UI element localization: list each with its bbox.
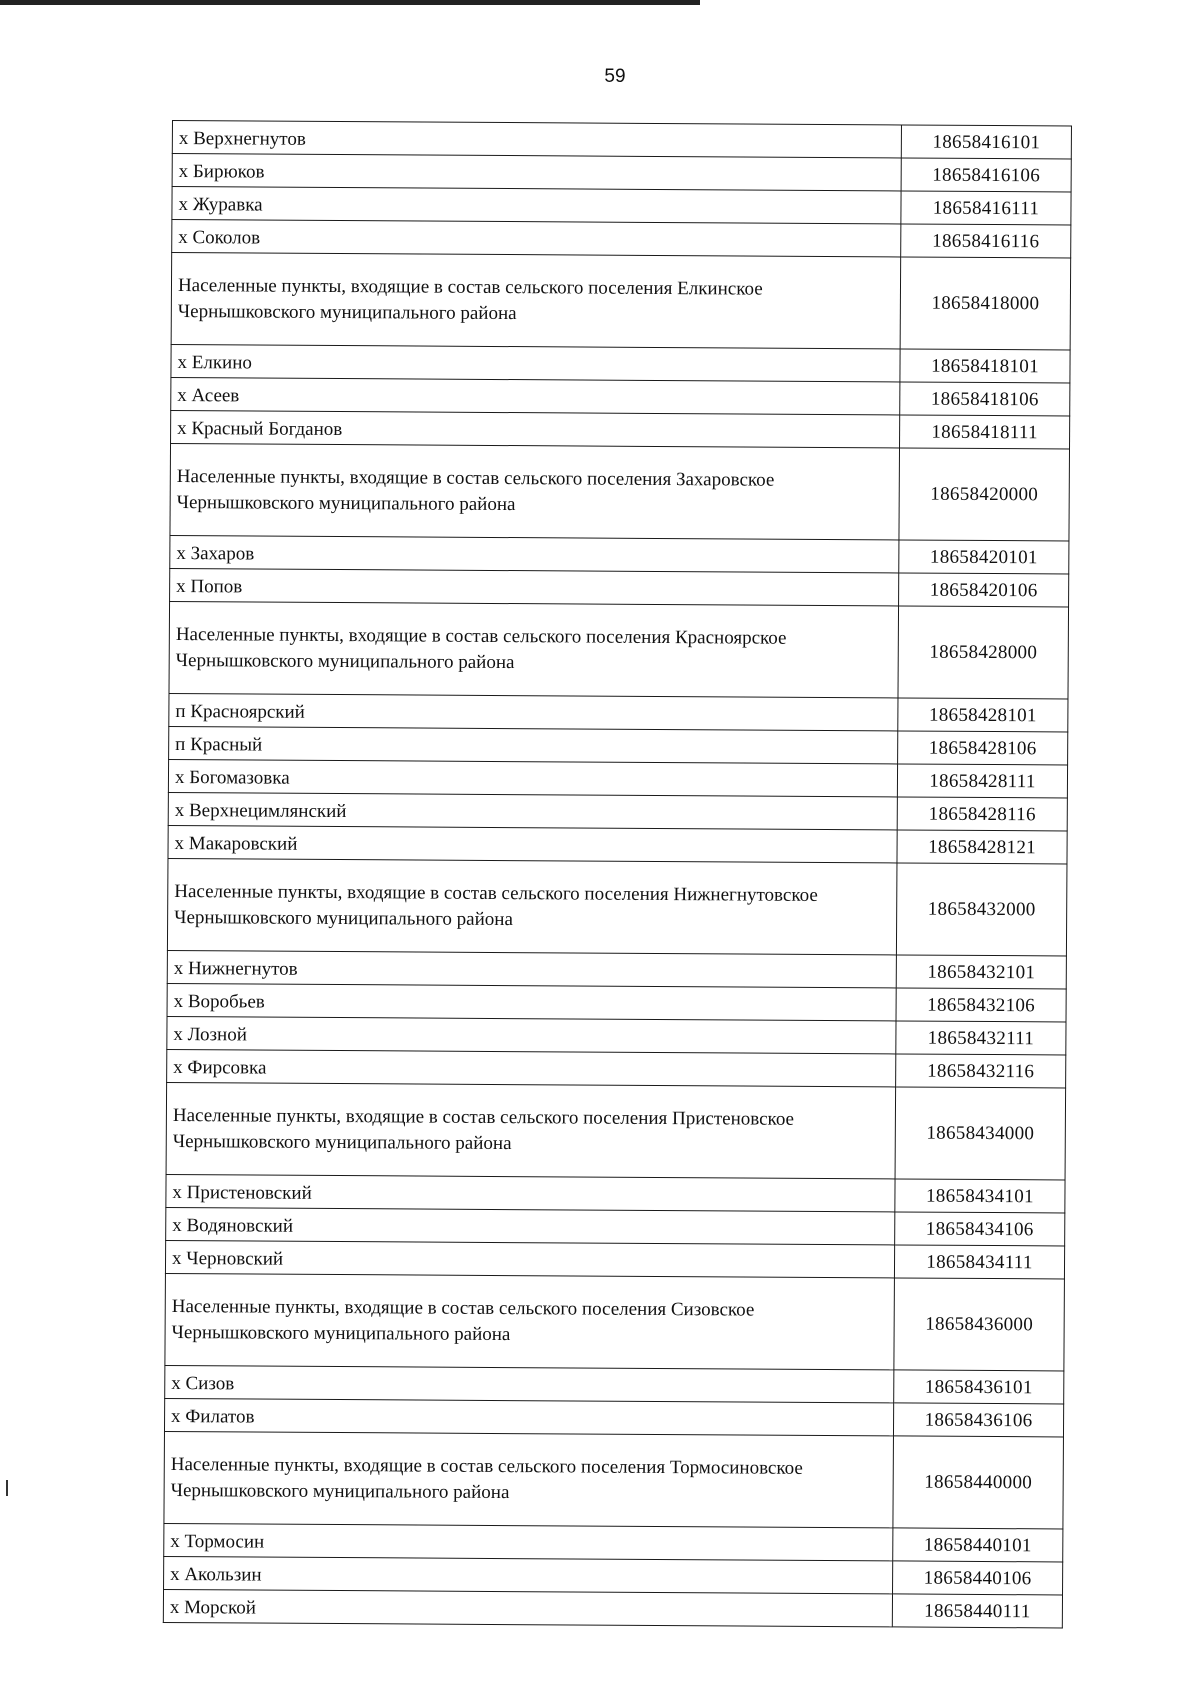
oktmo-code: 18658440106: [893, 1561, 1063, 1595]
table-row: [170, 568, 1069, 606]
settlement-name: х Богомазовка: [168, 759, 897, 796]
table-row: [167, 1049, 1066, 1087]
settlement-name: х Нижнегнутов: [167, 950, 896, 987]
table-row: [170, 535, 1069, 573]
scan-artifact: [6, 1480, 8, 1496]
oktmo-code: 18658418101: [900, 349, 1070, 383]
oktmo-code: 18658418106: [900, 382, 1070, 416]
settlement-name: п Красный: [169, 726, 898, 763]
table-row: [172, 154, 1071, 192]
table-row-group-header: [164, 1431, 1064, 1528]
settlement-name: х Пристеновский: [166, 1174, 895, 1211]
settlement-name: х Красный Богданов: [171, 410, 900, 447]
oktmo-code: 18658432111: [896, 1021, 1066, 1055]
table-row: [164, 1523, 1063, 1561]
table-row: [163, 1589, 1062, 1627]
settlement-name: х Тормосин: [164, 1523, 893, 1560]
settlement-group-title: Населенные пункты, входящие в состав сельского поселения Тормосиновское Чернышковского муниципального района: [164, 1431, 894, 1527]
table-row-group-header: [165, 1273, 1065, 1370]
table-row: [168, 825, 1067, 863]
oktmo-code: 18658418000: [900, 257, 1071, 350]
table-row-group-header: [167, 858, 1067, 955]
table-row: [172, 220, 1071, 258]
oktmo-code: 18658428000: [898, 606, 1069, 699]
settlement-group-title: Населенные пункты, входящие в состав сельского поселения Красноярское Чернышковского муниципального района: [169, 601, 899, 697]
oktmo-code: 18658416111: [901, 191, 1071, 225]
settlement-name: х Лозной: [167, 1016, 896, 1053]
table-row: [166, 1207, 1065, 1245]
settlement-group-title: Населенные пункты, входящие в состав сельского поселения Нижнегнутовское Чернышковского муниципального района: [167, 858, 897, 954]
table-row: [165, 1365, 1064, 1403]
table-row-group-header: [166, 1082, 1066, 1179]
oktmo-code: 18658416116: [901, 224, 1071, 258]
oktmo-code: 18658434106: [895, 1212, 1065, 1246]
settlement-name: х Воробьев: [167, 983, 896, 1020]
settlement-name: х Журавка: [172, 187, 901, 224]
settlement-name: х Фирсовка: [167, 1049, 896, 1086]
table-row: [172, 187, 1071, 225]
oktmo-code: 18658432101: [896, 955, 1066, 989]
table-row-group-header: [169, 601, 1069, 698]
settlements-table-body: [163, 121, 1071, 1628]
oktmo-code: 18658436101: [894, 1370, 1064, 1404]
oktmo-code: 18658420101: [899, 540, 1069, 574]
settlement-name: х Соколов: [172, 220, 901, 257]
oktmo-code: 18658436000: [894, 1278, 1065, 1371]
oktmo-code: 18658436106: [893, 1403, 1063, 1437]
settlement-name: х Попов: [170, 568, 899, 605]
scan-edge-bar: [0, 0, 700, 5]
settlement-name: х Акользин: [164, 1556, 893, 1593]
oktmo-code: 18658434000: [895, 1087, 1066, 1180]
table-row: [169, 726, 1068, 764]
settlement-name: х Бирюков: [172, 154, 901, 191]
table-row: [171, 344, 1070, 382]
settlement-name: х Верхнецимлянский: [168, 792, 897, 829]
settlement-group-title: Населенные пункты, входящие в состав сельского поселения Захаровское Чернышковского муниципального района: [170, 443, 900, 539]
table-row: [165, 1240, 1064, 1278]
oktmo-code: 18658428116: [897, 797, 1067, 831]
table-row: [164, 1556, 1063, 1594]
oktmo-code: 18658428121: [897, 830, 1067, 864]
settlement-name: х Асеев: [171, 377, 900, 414]
table-row: [164, 1398, 1063, 1436]
table-row: [171, 410, 1070, 448]
oktmo-code: 18658432106: [896, 988, 1066, 1022]
table-row-group-header: [171, 253, 1071, 350]
oktmo-code: 18658420106: [899, 573, 1069, 607]
oktmo-code: 18658428101: [898, 698, 1068, 732]
oktmo-code: 18658418111: [900, 415, 1070, 449]
oktmo-code: 18658432000: [896, 863, 1067, 956]
table-row: [171, 377, 1070, 415]
oktmo-code: 18658432116: [896, 1054, 1066, 1088]
table-row: [168, 759, 1067, 797]
oktmo-code: 18658440000: [893, 1436, 1064, 1529]
settlement-group-title: Населенные пункты, входящие в состав сельского поселения Сизовское Чернышковского муниципального района: [165, 1273, 895, 1369]
settlement-name: х Черновский: [165, 1240, 894, 1277]
settlement-name: х Морской: [163, 1589, 892, 1626]
oktmo-code: 18658440101: [893, 1528, 1063, 1562]
settlement-name: х Елкино: [171, 344, 900, 381]
table-row: [167, 1016, 1066, 1054]
table-row: [168, 792, 1067, 830]
oktmo-code: 18658434101: [895, 1179, 1065, 1213]
table-row: [167, 950, 1066, 988]
settlement-name: п Красноярский: [169, 693, 898, 730]
settlements-table: [163, 120, 1072, 1628]
table-row: [166, 1174, 1065, 1212]
table-row-group-header: [170, 443, 1070, 540]
settlement-name: х Филатов: [164, 1398, 893, 1435]
oktmo-code: 18658416106: [901, 158, 1071, 192]
settlement-name: х Сизов: [165, 1365, 894, 1402]
oktmo-code: 18658434111: [894, 1245, 1064, 1279]
oktmo-code: 18658420000: [899, 448, 1070, 541]
settlement-name: х Захаров: [170, 535, 899, 572]
oktmo-code: 18658440111: [892, 1594, 1062, 1628]
table-row: [169, 693, 1068, 731]
oktmo-code: 18658416101: [901, 125, 1071, 159]
table-row: [172, 121, 1071, 159]
oktmo-code: 18658428111: [897, 764, 1067, 798]
settlement-name: х Водяновский: [166, 1207, 895, 1244]
page-number: 59: [604, 66, 626, 87]
settlement-group-title: Населенные пункты, входящие в состав сельского поселения Елкинское Чернышковского муниципального района: [171, 253, 901, 349]
settlement-name: х Макаровский: [168, 825, 897, 862]
oktmo-code: 18658428106: [898, 731, 1068, 765]
settlement-name: х Верхнегнутов: [172, 121, 901, 158]
settlement-group-title: Населенные пункты, входящие в состав сельского поселения Пристеновское Чернышковского муниципального района: [166, 1082, 896, 1178]
table-row: [167, 983, 1066, 1021]
